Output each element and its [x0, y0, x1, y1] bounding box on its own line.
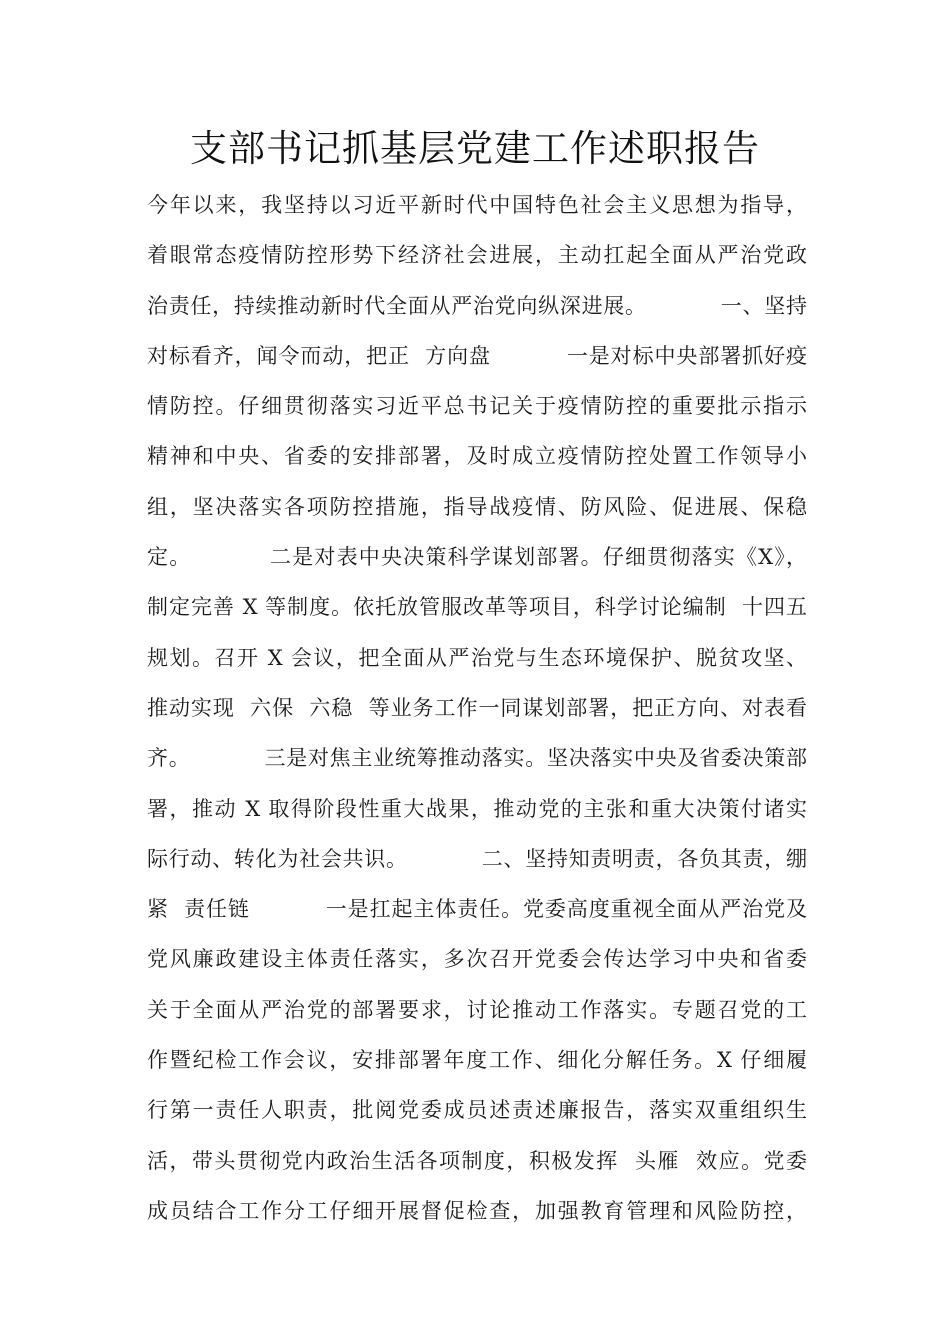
body-line: 精神和中央、省委的安排部署，及时成立疫情防控处置工作领导小	[147, 444, 807, 469]
body-line: 对标看齐，闻令而动，把正 方向盘 一是对标中央部署抓好疫	[147, 343, 807, 368]
body-line: 行第一责任人职责，批阅党委成员述责述廉报告，落实双重组织生	[147, 1098, 807, 1123]
document-title: 支部书记抓基层党建工作述职报告	[190, 127, 760, 170]
body-line: 党风廉政建设主体责任落实，多次召开党委会传达学习中央和省委	[147, 947, 807, 972]
body-line: 制定完善 X 等制度。依托放管服改革等项目，科学讨论编制 十四五	[147, 595, 807, 620]
body-line: 治责任，持续推动新时代全面从严治党向纵深进展。 一、坚持	[147, 293, 807, 318]
body-line: 着眼常态疫情防控形势下经济社会进展，主动扛起全面从严治党政	[147, 243, 807, 268]
body-line: 成员结合工作分工仔细开展督促检查，加强教育管理和风险防控，	[147, 1198, 807, 1223]
body-line: 定。 二是对表中央决策科学谋划部署。仔细贯彻落实《X》，	[147, 545, 807, 570]
body-line: 际行动、转化为社会共识。 二、坚持知责明责，各负其责，绷	[147, 846, 807, 871]
body-line: 组，坚决落实各项防控措施，指导战疫情、防风险、促进展、保稳	[147, 494, 807, 519]
body-line: 紧 责任链 一是扛起主体责任。党委高度重视全面从严治党及	[147, 897, 807, 922]
body-line: 齐。 三是对焦主业统筹推动落实。坚决落实中央及省委决策部	[147, 746, 807, 771]
body-line: 情防控。仔细贯彻落实习近平总书记关于疫情防控的重要批示指示	[147, 394, 807, 419]
body-line: 署，推动 X 取得阶段性重大战果，推动党的主张和重大决策付诸实	[147, 796, 807, 821]
body-line: 活，带头贯彻党内政治生活各项制度，积极发挥 头雁 效应。党委	[147, 1148, 807, 1173]
body-line: 推动实现 六保 六稳 等业务工作一同谋划部署，把正方向、对表看	[147, 695, 807, 720]
body-line: 规划。召开 X 会议，把全面从严治党与生态环境保护、脱贫攻坚、	[147, 645, 807, 670]
body-line: 今年以来，我坚持以习近平新时代中国特色社会主义思想为指导，	[147, 193, 807, 217]
document-body	[147, 180, 807, 1236]
body-line: 关于全面从严治党的部署要求，讨论推动工作落实。专题召党的工	[147, 997, 807, 1022]
body-line: 作暨纪检工作会议，安排部署年度工作、细化分解任务。X 仔细履	[147, 1048, 807, 1073]
